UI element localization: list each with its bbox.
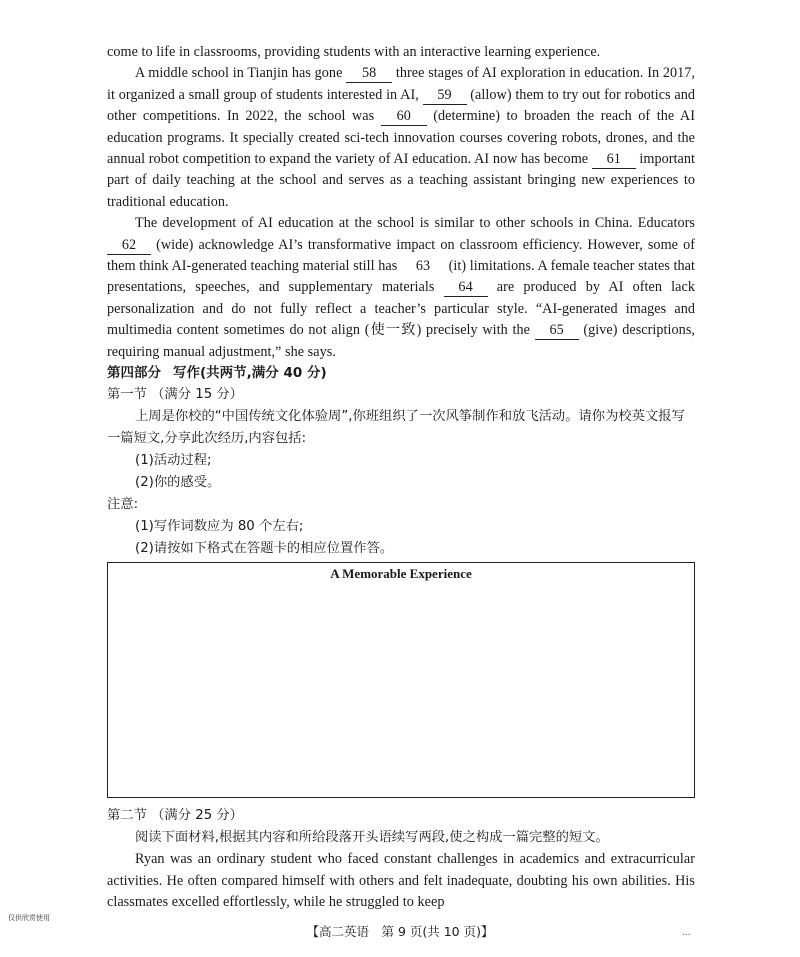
blank-60: 60 [381,108,427,126]
answer-box [107,562,695,798]
page-content [107,42,695,913]
blank-63: 63 [415,258,431,275]
blank-65: 65 [535,322,579,340]
section2-title: 第二节 （满分 25 分） [107,808,243,824]
blank-61: 61 [592,151,636,169]
passage-paragraph-3: The development of AI education at the school is similar to other schools in China. Educators 62 (wide) acknowledge AI’s transformative impact on classroom efficiency. However, some of them think AI-generated teaching material still has 63 (it) limitations. A female teacher states that presentations, speeches, and supplementary materials 64 are produced by AI often lack personalization and do not fully reflect a teacher’s particular style. “AI-generated images and multimedia content sometimes do not align (使一致) precisely with the 65 (give) descriptions, requiring manual adjustment,” she says. [107,215,695,360]
answer-box-title: A Memorable Experience [330,566,472,582]
prompt-item-1: (1)活动过程; [135,453,212,469]
blank-64: 64 [444,279,488,297]
note-item-2: (2)请按如下格式在答题卡的相应位置作答。 [135,541,394,557]
blank-59: 59 [423,87,467,105]
note-item-1: (1)写作词数应为 80 个左右; [135,519,304,535]
section2-prompt: 阅读下面材料,根据其内容和所给段落开头语续写两段,使之构成一篇完整的短文。 [135,830,609,846]
passage-paragraph-1: come to life in classrooms, providing students with an interactive learning experience. [107,44,601,60]
section1-title: 第一节 （满分 15 分） [107,387,243,403]
prompt-item-2: (2)你的感受。 [135,475,221,491]
note-label: 注意: [107,497,139,513]
blank-62: 62 [107,237,151,255]
passage-paragraph-2: A middle school in Tianjin has gone 58 three stages of AI exploration in education. In 2017, it organized a small group of students interested in AI, 59 (allow) them to try out for robotics and other competitions. In 2022, the school was 60 (determine) to broaden the reach of the AI education programs. It specially created sci-tech innovation courses covering robots, drones, and the annual robot competition to expand the variety of AI education. AI now has become 61 important part of daily teaching at the school and serves as a teaching assistant bringing new experiences to traditional education. [107,65,696,210]
watermark-stamp: 仅供欣赏使用 [8,914,50,922]
page-mark: ... [682,928,691,938]
story-paragraph: Ryan was an ordinary student who faced constant challenges in academics and extracurricular activities. He often compared himself with others and felt inadequate, doubting his own abilities. His classmates excelled effortlessly, while he struggled to keep [107,851,695,910]
writing-prompt: 上周是你校的“中国传统文化体验周”,你班组织了一次风筝制作和放飞活动。请你为校英文报写一篇短文,分享此次经历,内容包括: [107,409,685,447]
blank-58: 58 [346,65,392,83]
part4-heading: 第四部分 写作(共两节,满分 40 分) [107,365,327,382]
page-footer: 【高二英语 第 9 页(共 10 页)】 [306,924,494,939]
